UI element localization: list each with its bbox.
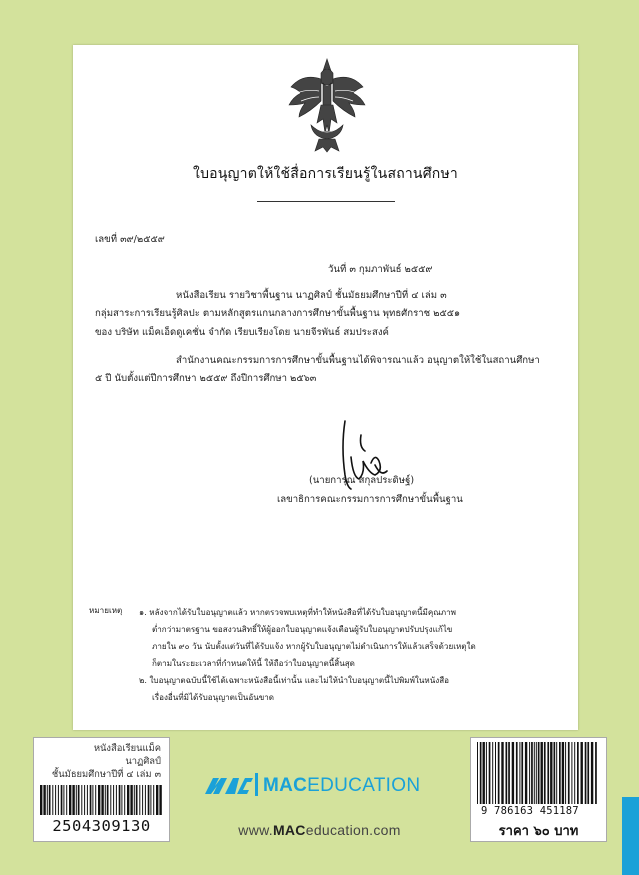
notes-label: หมายเหตุ — [89, 605, 123, 615]
body-line: กลุ่มสาระการเรียนรู้ศิลปะ ตามหลักสูตรแกนกลางการศึกษาขั้นพื้นฐาน พุทธศักราช ๒๕๕๑ — [95, 308, 461, 319]
price-label: ราคา ๖๐ บาท — [498, 824, 579, 839]
mac-logo-icon — [205, 772, 253, 800]
isbn-price-sticker — [470, 737, 607, 842]
body-line: หนังสือเรียน รายวิชาพื้นฐาน นาฏศิลป์ ชั้นมัธยมศึกษาปีที่ ๔ เล่ม ๓ — [176, 290, 447, 301]
barcode-icon — [39, 785, 163, 815]
brand-wordmark: MACEDUCATION — [263, 775, 421, 796]
approval-line: สำนักงานคณะกรรมการการศึกษาขั้นพื้นฐานได้พิจารณาแล้ว อนุญาตให้ใช้ในสถานศึกษา — [176, 355, 540, 366]
sticker-line: หนังสือเรียนแม็ค — [93, 743, 161, 754]
sticker-line: นาฏศิลป์ — [125, 756, 161, 767]
isbn-number: 9 786163 451187 — [481, 805, 579, 817]
approval-line: ๕ ปี นับตั้งแต่ปีการศึกษา ๒๕๕๙ ถึงปีการศึกษา ๒๕๖๓ — [95, 373, 317, 384]
note-line: ต่ำกว่ามาตรฐาน ขอสงวนสิทธิ์ให้ผู้ออกใบอนุญาตแจ้งเตือนผู้รับใบอนุญาตปรับปรุงแก้ไข — [152, 624, 453, 634]
signatory-name: (นายการุณ สกุลประดิษฐ์) — [309, 475, 415, 486]
note-line: เรื่องอื่นที่มิได้รับอนุญาตเป็นอันขาด — [152, 692, 275, 702]
signature — [331, 417, 393, 501]
note-line: ก็ตามในระยะเวลาที่กำหนดให้นี้ ให้ถือว่าใบอนุญาตนี้สิ้นสุด — [152, 658, 355, 668]
note-line: ๒. ใบอนุญาตฉบับนี้ใช้ได้เฉพาะหนังสือนี้เท่านั้น และไม่ให้นำใบอนุญาตนี้ไปพิมพ์ในหนังสือ — [139, 675, 450, 685]
signatory-title: เลขาธิการคณะกรรมการการศึกษาขั้นพื้นฐาน — [277, 494, 463, 505]
license-document — [73, 45, 578, 730]
document-title: ใบอนุญาตให้ใช้สื่อการเรียนรู้ในสถานศึกษา — [193, 166, 458, 182]
garuda-emblem-icon — [283, 53, 371, 153]
logo-divider — [255, 773, 258, 796]
document-number: เลขที่ ๓๙/๒๕๕๙ — [95, 234, 165, 245]
body-line: ของ บริษัท แม็คเอ็ดดูเคชั่น จำกัด เรียบเรียงโดย นายจีรพันธ์ สมประสงค์ — [95, 327, 389, 338]
barcode-number: 2504309130 — [52, 817, 151, 835]
document-date: วันที่ ๓ กุมภาพันธ์ ๒๕๕๙ — [328, 264, 433, 275]
sticker-line: ชั้นมัธยมศึกษาปีที่ ๔ เล่ม ๓ — [51, 769, 161, 780]
note-line: ภายใน ๙๐ วัน นับตั้งแต่วันที่ได้รับแจ้ง หากผู้รับใบอนุญาตไม่ดำเนินการให้แล้วเสร็จด้วยเหตุใด — [152, 641, 476, 651]
note-line: ๑. หลังจากได้รับใบอนุญาตแล้ว หากตรวจพบเหตุที่ทำให้หนังสือที่ได้รับใบอนุญาตนี้มีคุณภาพ — [139, 607, 456, 617]
isbn-barcode-icon — [476, 742, 600, 804]
edge-color-tab — [622, 797, 639, 875]
title-underline — [257, 201, 395, 202]
website-url[interactable]: www.MACeducation.com — [238, 822, 401, 838]
